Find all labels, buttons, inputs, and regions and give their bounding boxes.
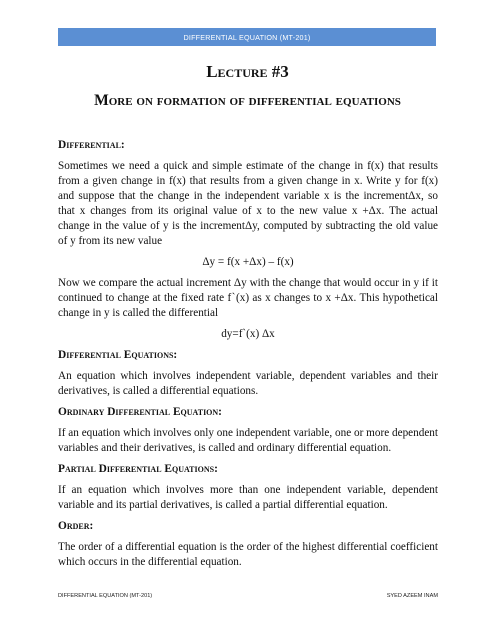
equation-delta-y: Δy = f(x +Δx) – f(x) [202,256,294,268]
header-band [58,28,436,46]
document-body [58,138,438,576]
paragraph-pde: If an equation which involves more than one independent variable, dependent variable and its partial derivatives, is called a partial differential equation. [58,484,438,511]
footer-right: SYED AZEEM INAM [386,593,438,599]
main-title: More on formation of differential equations [94,92,401,109]
section-heading-ode: Ordinary Differential Equation: [58,406,222,418]
section-heading-differential: Differential: [58,139,125,151]
section-heading-differential-equations: Differential Equations: [58,349,178,361]
paragraph-differential-2: Now we compare the actual increment Δy with the change that would occur in y if it continued to change at the fixed rate fˋ(x) as x changes to x +Δx. This hypothetical change in y is called the differential [58,277,438,319]
page-footer [58,593,438,599]
lecture-title: Lecture #3 [206,62,289,81]
section-heading-order: Order: [58,520,94,532]
section-heading-pde: Partial Differential Equations: [58,463,218,475]
paragraph-differential-1: Sometimes we need a quick and simple estimate of the change in f(x) that results from a given change in f(x) that results from a given change in x. Write y for f(x) and suppose that the change in the independent variable x is the incrementΔx, so that x changes from its original value of x to the new value x +Δx. The actual change in the value of y is the incrementΔy, computed by subtracting the old value of y from its new value [58,160,438,247]
paragraph-ode: If an equation which involves only one independent variable, one or more dependent variables and their derivatives, is called and ordinary differential equation. [58,427,438,454]
footer-left: DIFFERENTIAL EQUATION (MT-201) [58,593,153,599]
header-band-text: DIFFERENTIAL EQUATION (MT-201) [183,32,311,42]
paragraph-order: The order of a differential equation is the order of the highest differential coefficient which occurs in the differential equation. [58,541,438,568]
paragraph-differential-equations: An equation which involves independent variable, dependent variables and their derivatives, is called a differential equations. [58,370,438,397]
equation-dy: dy=fˋ(x) Δx [221,328,275,340]
